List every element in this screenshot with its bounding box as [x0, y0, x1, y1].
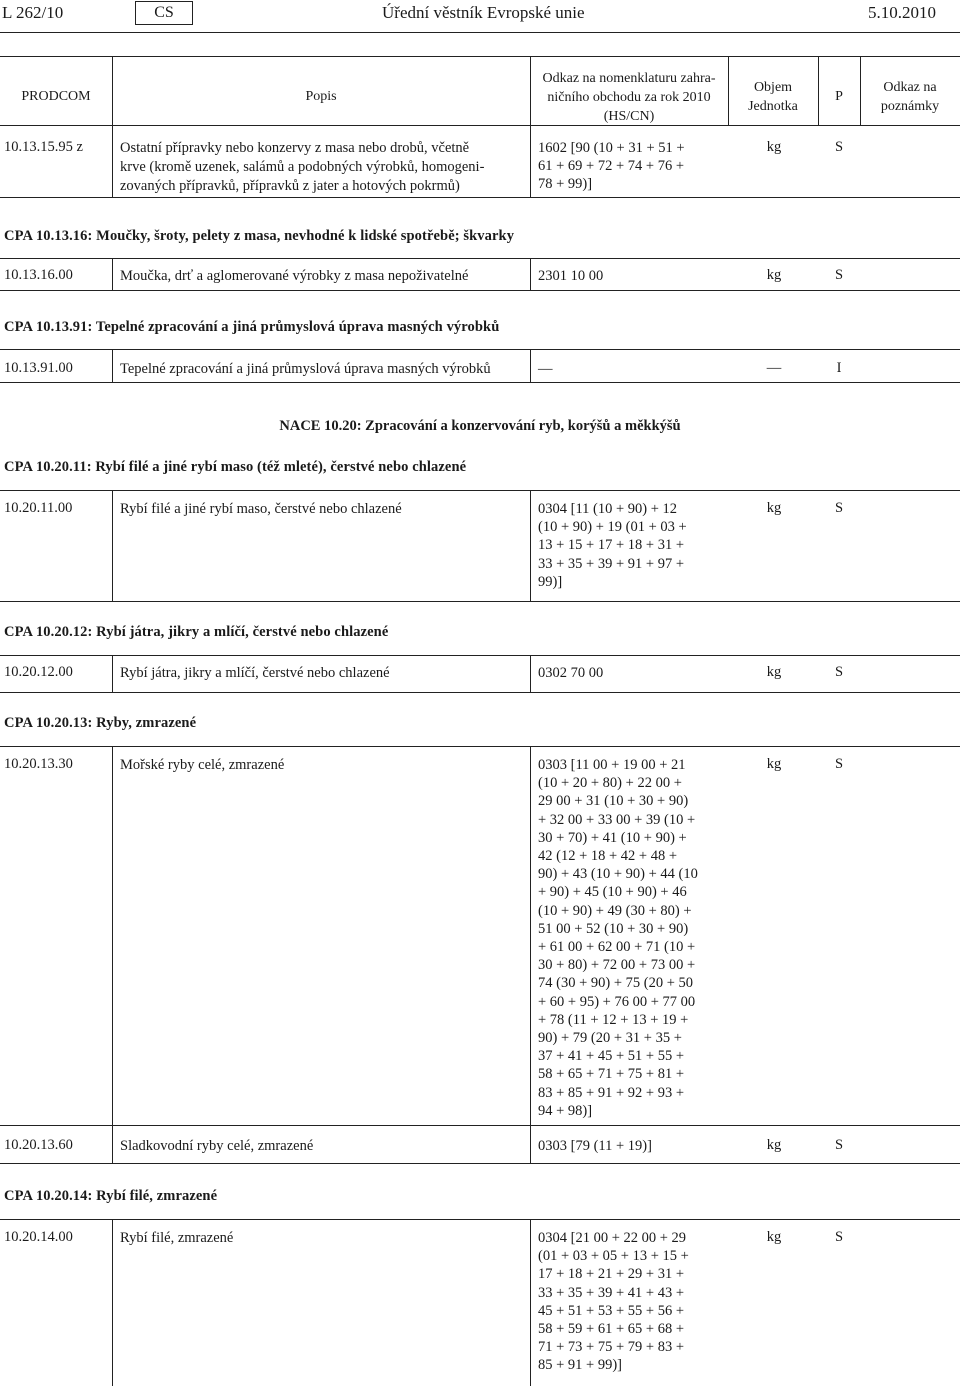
- p-flag: S: [834, 500, 844, 516]
- cpa-heading: CPA 10.13.16: Moučky, šroty, pelety z masa, nevhodné k lidské spotřebě; škvarky: [4, 228, 515, 244]
- row-description: Rybí filé, zmrazené: [120, 1230, 234, 1246]
- cn-line: 29 00 + 31 (10 + 30 + 90): [538, 793, 689, 810]
- cn-line: 0303 [11 00 + 19 00 + 21: [538, 757, 686, 773]
- row-description: [120, 139, 520, 196]
- unit: kg: [766, 500, 782, 516]
- p-flag: S: [834, 1137, 844, 1153]
- cn-line: 90) + 43 (10 + 90) + 44 (10: [538, 866, 698, 883]
- cn-line: 58 + 59 + 61 + 65 + 68 +: [538, 1321, 685, 1338]
- cn-line: 0304 [11 (10 + 90) + 12: [538, 501, 678, 517]
- p-flag: I: [836, 360, 842, 376]
- cn-line: 30 + 80) + 72 00 + 73 00 +: [538, 957, 696, 974]
- cn-reference: [538, 139, 724, 194]
- cn-line: 61 + 69 + 72 + 74 + 76 +: [538, 158, 685, 175]
- cpa-heading: CPA 10.13.91: Tepelné zpracování a jiná průmyslová úprava masných výrobků: [4, 319, 500, 335]
- cn-line: 42 (12 + 18 + 42 + 48 +: [538, 848, 678, 865]
- unit: kg: [766, 139, 782, 155]
- cn-line: 51 00 + 52 (10 + 30 + 90): [538, 920, 689, 937]
- col-divider: [112, 746, 113, 1126]
- cn-reference: 0303 [79 (11 + 19)]: [538, 1138, 652, 1154]
- cn-line: (10 + 90) + 19 (01 + 03 +: [538, 519, 687, 536]
- desc-line: krve (kromě uzenek, salámů a podobných výrobků, homogeni-: [120, 159, 485, 175]
- cn-line: + 78 (11 + 12 + 13 + 19 +: [538, 1011, 689, 1028]
- cn-line: 83 + 85 + 91 + 92 + 93 +: [538, 1084, 685, 1101]
- table-top-rule: [0, 56, 960, 57]
- prodcom-code: 10.13.91.00: [4, 360, 73, 376]
- cn-line: 78 + 99)]: [538, 176, 593, 193]
- cn-line: 1602 [90 (10 + 31 + 51 +: [538, 140, 685, 156]
- cn-reference: [538, 500, 724, 591]
- col-divider: [818, 56, 819, 126]
- unit: kg: [766, 1137, 782, 1153]
- row-rule: [0, 290, 960, 291]
- col-divider: [530, 349, 531, 383]
- cn-line: + 90) + 45 (10 + 90) + 46: [538, 884, 687, 901]
- row-rule: [0, 382, 960, 383]
- unit: kg: [766, 1229, 782, 1245]
- cn-line: (01 + 03 + 05 + 13 + 15 +: [538, 1248, 689, 1265]
- col-divider: [112, 1125, 113, 1164]
- prodcom-code: 10.20.13.30: [4, 756, 73, 772]
- row-description: Rybí játra, jikry a mlíčí, čerstvé nebo chlazené: [120, 665, 390, 681]
- row-description: Rybí filé a jiné rybí maso, čerstvé nebo chlazené: [120, 501, 402, 517]
- page-number: L 262/10: [2, 3, 64, 22]
- header-divider: [0, 32, 960, 33]
- cpa-heading: CPA 10.20.14: Rybí filé, zmrazené: [4, 1188, 218, 1204]
- col-header-cn-line3: (HS/CN): [603, 109, 655, 124]
- cn-line: (10 + 90) + 49 (30 + 80) +: [538, 902, 692, 919]
- cn-line: 85 + 91 + 99)]: [538, 1357, 623, 1374]
- prodcom-code: 10.20.14.00: [4, 1229, 73, 1245]
- row-rule: [0, 601, 960, 602]
- col-header-note-line1: Odkaz na: [883, 80, 937, 95]
- row-rule: [0, 490, 960, 491]
- row-rule: [0, 258, 960, 259]
- table-header-rule: [0, 125, 960, 126]
- col-divider: [530, 126, 531, 197]
- row-rule: [0, 1163, 960, 1164]
- col-divider: [112, 1219, 113, 1386]
- row-rule: [0, 349, 960, 350]
- cn-reference: 0302 70 00: [538, 665, 604, 681]
- unit: kg: [766, 267, 782, 283]
- cn-line: 33 + 35 + 39 + 91 + 97 +: [538, 555, 685, 572]
- cn-line: 71 + 73 + 75 + 79 + 83 +: [538, 1339, 685, 1356]
- col-divider: [728, 56, 729, 126]
- prodcom-code: 10.20.13.60: [4, 1137, 73, 1153]
- col-header-objem-line1: Objem: [753, 80, 793, 95]
- row-rule: [0, 746, 960, 747]
- row-description: Mořské ryby celé, zmrazené: [120, 757, 285, 773]
- cn-line: 17 + 18 + 21 + 29 + 31 +: [538, 1266, 685, 1283]
- col-divider: [530, 655, 531, 693]
- cn-reference: [538, 1229, 724, 1375]
- row-description: Sladkovodní ryby celé, zmrazené: [120, 1138, 314, 1154]
- p-flag: S: [834, 267, 844, 283]
- publication-date: 5.10.2010: [868, 3, 936, 22]
- journal-title: Úřední věstník Evropské unie: [382, 3, 585, 22]
- col-header-cn: [530, 69, 728, 126]
- col-divider: [112, 490, 113, 602]
- row-rule: [0, 692, 960, 693]
- row-description: Tepelné zpracování a jiná průmyslová úprava masných výrobků: [120, 361, 491, 377]
- cn-reference: 2301 10 00: [538, 268, 604, 284]
- p-flag: S: [834, 139, 844, 155]
- cn-line: 94 + 98)]: [538, 1102, 593, 1119]
- cn-line: 58 + 65 + 71 + 75 + 81 +: [538, 1066, 685, 1083]
- row-rule: [0, 1219, 960, 1220]
- cn-line: 99)]: [538, 573, 563, 590]
- cpa-heading: CPA 10.20.11: Rybí filé a jiné rybí maso (též mleté), čerstvé nebo chlazené: [4, 459, 467, 475]
- col-divider: [112, 655, 113, 693]
- language-badge: CS: [135, 1, 193, 25]
- col-header-cn-line2: ničního obchodu za rok 2010: [547, 90, 711, 105]
- col-divider: [530, 1125, 531, 1164]
- col-divider: [112, 126, 113, 197]
- col-divider: [112, 258, 113, 291]
- cn-reference: [538, 756, 724, 1120]
- p-flag: S: [834, 756, 844, 772]
- col-header-note-line2: poznámky: [880, 99, 940, 114]
- col-divider: [860, 56, 861, 126]
- cn-reference: —: [538, 361, 553, 377]
- col-header-objem: [728, 78, 818, 116]
- col-header-cn-line1: Odkaz na nomenklaturu zahra-: [542, 71, 716, 86]
- col-header-prodcom: PRODCOM: [21, 89, 91, 104]
- col-header-p: P: [835, 89, 843, 104]
- col-divider: [530, 746, 531, 1126]
- unit: kg: [766, 664, 782, 680]
- cn-line: + 60 + 95) + 76 00 + 77 00: [538, 993, 696, 1010]
- cpa-heading: CPA 10.20.12: Rybí játra, jikry a mlíčí, čerstvé nebo chlazené: [4, 624, 389, 640]
- row-rule: [0, 197, 960, 198]
- unit: kg: [766, 756, 782, 772]
- cn-line: 37 + 41 + 45 + 51 + 55 +: [538, 1048, 685, 1065]
- col-divider: [530, 56, 531, 126]
- row-rule: [0, 1125, 960, 1126]
- nace-heading: NACE 10.20: Zpracování a konzervování ryb, korýšů a měkkýšů: [279, 418, 681, 434]
- col-divider: [530, 490, 531, 602]
- cpa-heading: CPA 10.20.13: Ryby, zmrazené: [4, 715, 197, 731]
- desc-line: Ostatní přípravky nebo konzervy z masa nebo drobů, včetně: [120, 140, 470, 156]
- prodcom-code: 10.13.15.95 z: [4, 139, 83, 155]
- cn-line: (10 + 20 + 80) + 22 00 +: [538, 775, 682, 792]
- col-divider: [530, 258, 531, 291]
- prodcom-code: 10.20.12.00: [4, 664, 73, 680]
- col-header-popis: Popis: [305, 89, 337, 104]
- cn-line: 33 + 35 + 39 + 41 + 43 +: [538, 1284, 685, 1301]
- p-flag: S: [834, 1229, 844, 1245]
- cn-line: 13 + 15 + 17 + 18 + 31 +: [538, 537, 685, 554]
- cn-line: 30 + 70) + 41 (10 + 90) +: [538, 829, 687, 846]
- cn-line: + 61 00 + 62 00 + 71 (10 +: [538, 939, 696, 956]
- col-header-objem-line2: Jednotka: [748, 99, 798, 114]
- desc-line: zovaných přípravků, přípravků z jater a hotových pokrmů): [120, 178, 460, 194]
- cn-line: 74 (30 + 90) + 75 (20 + 50: [538, 975, 694, 992]
- row-description: Moučka, drť a aglomerované výrobky z masa nepoživatelné: [120, 268, 469, 284]
- prodcom-code: 10.20.11.00: [4, 500, 73, 516]
- col-divider: [530, 1219, 531, 1386]
- cn-line: 45 + 51 + 53 + 55 + 56 +: [538, 1302, 685, 1319]
- cn-line: 90) + 79 (20 + 31 + 35 +: [538, 1030, 682, 1047]
- unit: —: [766, 360, 782, 376]
- p-flag: S: [834, 664, 844, 680]
- col-header-note: [860, 78, 960, 116]
- col-divider: [112, 349, 113, 383]
- cn-line: 0304 [21 00 + 22 00 + 29: [538, 1230, 687, 1246]
- col-divider: [112, 56, 113, 126]
- prodcom-code: 10.13.16.00: [4, 267, 73, 283]
- cn-line: + 32 00 + 33 00 + 39 (10 +: [538, 811, 696, 828]
- row-rule: [0, 655, 960, 656]
